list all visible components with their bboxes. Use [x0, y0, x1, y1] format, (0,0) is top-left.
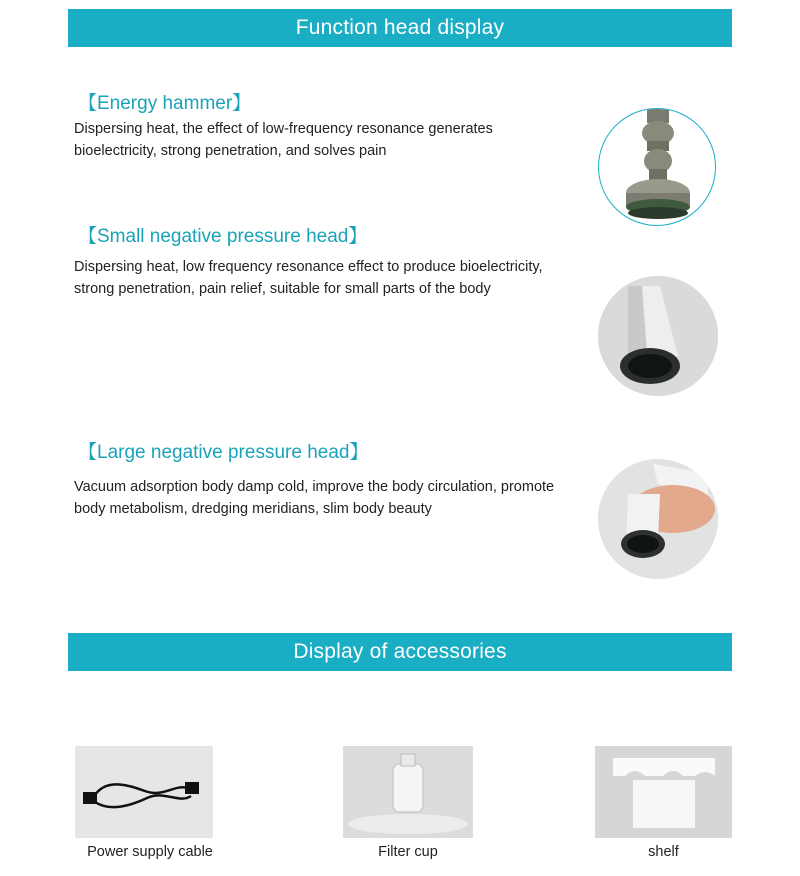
energy-hammer-illustration — [599, 109, 716, 226]
function-head-banner — [68, 9, 732, 47]
feature-title-small-negative-pressure-head: 【Small negative pressure head】 — [78, 226, 368, 247]
energy-hammer-image — [598, 108, 716, 226]
cable-illustration — [75, 746, 213, 838]
accessory-label-power-supply-cable: Power supply cable — [87, 844, 213, 860]
large-negative-pressure-head-image — [598, 459, 718, 579]
feature-title-energy-hammer: 【Energy hammer】 — [78, 93, 252, 114]
small-head-illustration — [598, 276, 718, 396]
accessory-label-filter-cup: Filter cup — [378, 844, 438, 860]
accessories-banner-title: Display of accessories — [293, 640, 507, 663]
filter-cup-illustration — [343, 746, 473, 838]
shelf-illustration — [595, 746, 732, 838]
feature-title-large-negative-pressure-head: 【Large negative pressure head】 — [78, 442, 369, 463]
large-head-illustration — [598, 459, 718, 579]
filter-cup-image — [343, 746, 473, 838]
function-head-banner-title: Function head display — [295, 16, 505, 39]
small-negative-pressure-head-image — [598, 276, 718, 396]
accessories-banner — [68, 633, 732, 671]
feature-desc-large-negative-pressure-head: Vacuum adsorption body damp cold, improve the body circulation, promote body metabolism, dredging meridians, slim body beauty — [74, 479, 555, 517]
shelf-image — [595, 746, 732, 838]
power-supply-cable-image — [75, 746, 213, 838]
feature-desc-energy-hammer: Dispersing heat, the effect of low-frequency resonance generates bioelectricity, strong penetration, and solves pain — [74, 121, 493, 159]
feature-desc-small-negative-pressure-head: Dispersing heat, low frequency resonance effect to produce bioelectricity, strong penetration, pain relief, suitable for small parts of the body — [74, 259, 543, 297]
accessory-label-shelf: shelf — [648, 844, 679, 860]
